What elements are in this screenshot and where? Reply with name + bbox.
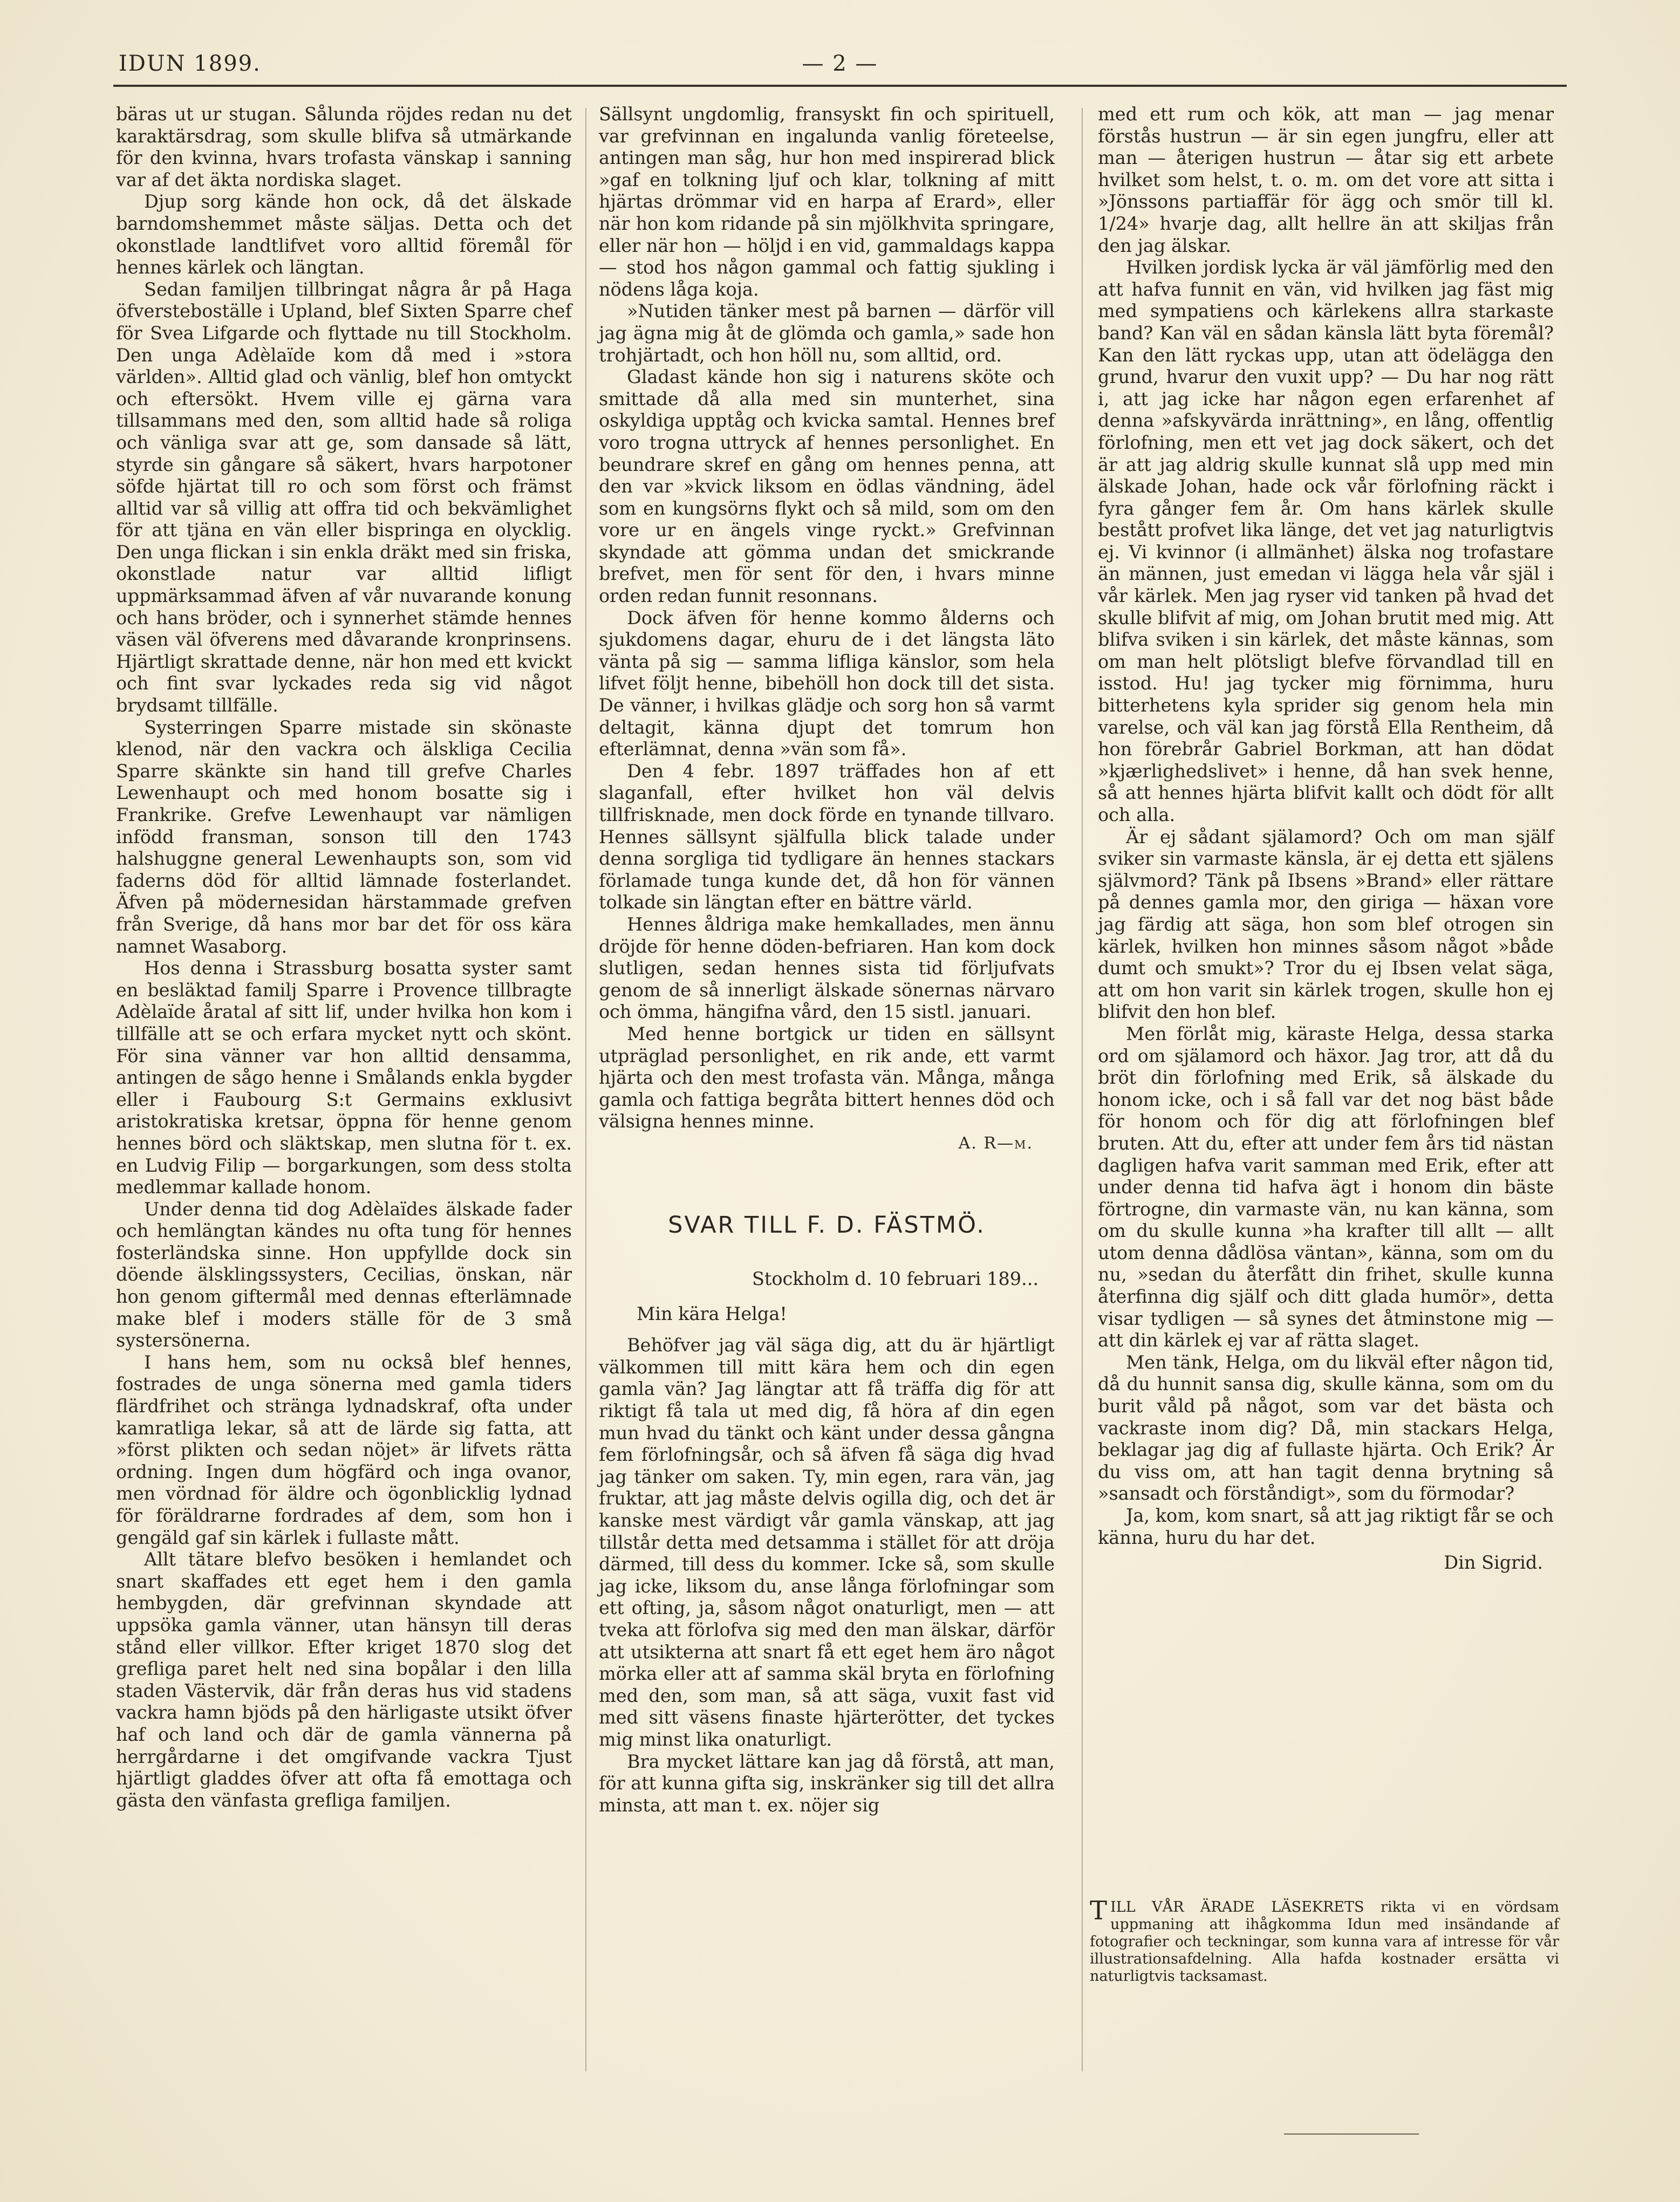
paragraph: Den 4 febr. 1897 träffades hon af ett slaganfall, efter hvilket hon väl delvis tillfrisknade, men dock förde en tynande tillvaro. Hennes sällsynt själfulla blick talade under denna sorgliga tid tydligare än hennes stackars förlamade tunga kunde det, då hon för vännen tolkade sin längtan efter en bättre värld.	[599, 760, 1055, 913]
notice-text: ILL VÅR ÄRADE LÄSEKRETS rikta vi en vördsam uppmaning att ihågkomma Idun med insändande af fotografier och teckningar, som kunna vara af intresse för vår illustrationsafdelning. Alla hafda kostnader ersätta vi naturligtvis tacksamast.	[1090, 1899, 1559, 1985]
column-divider	[1082, 108, 1083, 2071]
paragraph: Sällsynt ungdomlig, fransyskt fin och spirituell, var grefvinnan en ingalunda vanlig företeelse, antingen man såg, hur hon med inspirerad blick »gaf en tolkning ljuf och klar, tolkning af mitt hjärtas drömmar vid en harpa af Erard», eller när hon kom ridande på sin mjölkhvita springare, eller när hon — höljd i en vid, gammaldags kappa — stod hos någon gammal och fattig sjukling i nödens låga koja.	[599, 104, 1055, 300]
paragraph: Ja, kom, kom snart, så att jag riktigt får se och känna, huru du har det.	[1098, 1505, 1554, 1548]
paragraph: Hvilken jordisk lycka är väl jämförlig med den att hafva funnit en vän, vid hvilken jag fäst mig med sympatiens och kärlekens allra starkaste band? Kan väl en sådan känsla lätt byta föremål? Kan den lätt ryckas upp, utan att ödelägga den grund, hvarur den vuxit upp? — Du har nog rätt i, att jag icke har någon egen erfarenhet af denna »afskyvärda inrättning», en lång, offentlig förlofning, men ett vet jag dock säkert, och det är att jag aldrig skulle kunnat slå upp med min älskade Johan, hade ock vår förlofning räckt i fyra gånger fem år. Om hans kärlek skulle bestått profvet lika länge, det vet jag naturligtvis ej. Vi kvinnor (i allmänhet) älska nog trofastare än männen, just emedan vi lägga hela vår själ i vår kärlek. Men jag ryser vid tanken på hvad det skulle blifvit af mig, om Johan brutit med mig. Att blifva sviken i sin kärlek, det måste kännas, som om man helt plötsligt blefve förvandlad till en isstod. Hu! jag tycker mig förnimma, huru bitterhetens kyla sprider sig genom hela min varelse, och väl kan jag förstå Ella Rentheim, då hon förebrår Gabriel Borkman, att han dödat »kjærlighedslivet» i henne, då han svek henne, så att hennes hjärta blifvit kallt och dödt för allt och alla.	[1098, 257, 1554, 825]
paragraph: Systerringen Sparre mistade sin skönaste klenod, när den vackra och älskliga Cecilia Sparre skänkte sin hand till grefve Charles Lewenhaupt och med honom bosatte sig i Frankrike. Grefve Lewenhaupt var nämligen infödd fransman, sonson till den 1743 halshuggne general Lewenhaupts son, som vid faderns död för alltid lämnade fosterlandet. Äfven på mödernesidan härstammade grefven från Sverige, då hans mor bar det för oss kära namnet Wasaborg.	[116, 716, 572, 957]
paragraph: bäras ut ur stugan. Sålunda röjdes redan nu det karaktärsdrag, som skulle blifva så utmärkande för den kvinna, hvars trofasta vänskap i sanning var af det äkta nordiska slaget.	[116, 104, 572, 190]
column-2	[599, 104, 1055, 1816]
paragraph: Bra mycket lättare kan jag då förstå, att man, för att kunna gifta sig, inskränker sig till det allra minsta, att man t. ex. nöjer sig	[599, 1750, 1055, 1816]
letter-dateline: Stockholm d. 10 februari 189...	[752, 1268, 1039, 1290]
readers-notice	[1090, 1896, 1559, 1985]
letter-salutation: Min kära Helga!	[637, 1303, 787, 1324]
column-1	[116, 104, 572, 1811]
paragraph: Men tänk, Helga, om du likväl efter någon tid, då du hunnit sansa dig, skulle känna, som om du burit våld på något, som var det bästa och vackraste inom dig? Då, min stackars Helga, beklagar jag dig af fullaste hjärta. Och Erik? Är du viss om, att han tagit denna brytning så »sansadt och förståndigt», som du förmodar?	[1098, 1351, 1554, 1505]
letter-title: SVAR TILL F. D. FÄSTMÖ.	[668, 1211, 986, 1239]
paragraph: »Nutiden tänker mest på barnen — därför vill jag ägna mig åt de glömda och gamla,» sade hon trohjärtadt, och hon höll nu, som alltid, ord.	[599, 300, 1055, 366]
author-signature: A. R—m.	[958, 1133, 1033, 1153]
paragraph: Under denna tid dog Adèlaïdes älskade fader och hemlängtan kändes nu ofta tung för hennes fosterländska sinne. Hon uppfyllde dock sin döende älsklingssysters, Cecilias, önskan, när hon genom giftermål med dennas efterlämnade make blef i moders ställe för de 3 små systersönerna.	[116, 1198, 572, 1351]
drop-initial: T	[1090, 1896, 1108, 1926]
paragraph: Hennes åldriga make hemkallades, men ännu dröjde för henne döden-befriaren. Han kom dock slutligen, sedan hennes sista tid förljufvats genom de så innerligt älskade sönernas närvaro och ömma, hängifna vård, den 15 sistl. januari.	[599, 913, 1055, 1023]
paragraph: Djup sorg kände hon ock, då det älskade barndomshemmet måste säljas. Detta och det okonstlade landtlifvet voro alltid föremål för hennes kärlek och längtan.	[116, 191, 572, 278]
column-divider	[585, 108, 586, 2071]
publication-title: IDUN 1899.	[119, 51, 261, 76]
paragraph: Dock äfven för henne kommo ålderns och sjukdomens dagar, ehuru de i det längsta läto vänta på sig — samma lifliga känslor, som hela lifvet följt henne, bibehöll hon dock till det sista. De vänner, i hvilkas glädje och sorg hon så varmt deltagit, känna djupt det tomrum hon efterlämnat, denna »vän som få».	[599, 607, 1055, 760]
page-header	[113, 51, 1567, 84]
paragraph: Är ej sådant själamord? Och om man själf sviker sin varmaste känsla, är ej detta ett själens självmord? Tänk på Ibsens »Brand» eller rättare på dennes gamla mor, den giriga — häxan vore jag färdig att säga, hon som blef otrogen sin kärlek, hvilken hon minnes såsom något »både dumt och smukt»? Tror du ej Ibsen velat säga, att om hon varit sin kärlek trogen, skulle hon ej blifvit den hon blef.	[1098, 826, 1554, 1023]
paragraph: Med henne bortgick ur tiden en sällsynt utpräglad personlighet, en rik ande, ett varmt hjärta och den mest trofasta vän. Många, många gamla och fattiga begråta bittert hennes död och välsigna hennes minne.	[599, 1023, 1055, 1132]
header-rule	[113, 85, 1567, 87]
paragraph: Gladast kände hon sig i naturens sköte och smittade då alla med sin munterhet, sina oskyldiga upptåg och kvicka samtal. Hennes bref voro trogna uttryck af hennes personlighet. En beundrare skref en gång om hennes penna, att den var »kvick liksom en ödlas vändning, ädel som en kungsörns flykt och så mild, som om den vore ur en ängels vinge ryckt.» Grefvinnan skyndade att gömma undan det smickrande brefvet, men för sent för den, i hvars minne orden redan funnit resonnans.	[599, 366, 1055, 607]
paragraph: Behöfver jag väl säga dig, att du är hjärtligt välkommen till mitt kära hem och din egen gamla vän? Jag längtar att få träffa dig för att riktigt få tala ut med dig, få höra af din egen mun hvad du tänkt och känt under dessa gångna fem förlofningsår, och så äfven få säga dig hvad jag tänker om saken. Ty, min egen, rara vän, jag fruktar, att jag måste delvis ogilla dig, och det är kanske mest värdigt vår gamla vänskap, att jag tillstår detta med detsamma i stället för att dröja därmed, till dess du kommer. Icke så, som skulle jag icke, liksom du, anse långa förlofningar som ett ofting, ja, såsom något onaturligt, men — att tveka att förlofva sig med den man älskar, därför att utsikterna att snart få ett eget hem äro något mörka eller att af samma skäl bryta en förlofning med den, som man, så att säga, vuxit fast vid med sitt väsens finaste hjärterötter, det tyckes mig minst lika onaturligt.	[599, 1335, 1055, 1750]
paragraph: Sedan familjen tillbringat några år på Haga öfversteboställe i Upland, blef Sixten Sparre chef för Svea Lifgarde och flyttade nu till Stockholm. Den unga Adèlaïde kom då med i »stora världen». Alltid glad och vänlig, blef hon omtyckt och eftersökt. Hvem ville ej gärna vara tillsammans med den, som alltid hade så roliga och vänliga svar att ge, som dansade så lätt, styrde sin gångare så säkert, hvars harpotoner söfde hjärtat till ro och som först och främst alltid var så villig att offra tid och bekvämlighet för att tjäna en vän eller bispringa en olycklig. Den unga flickan i sin enkla dräkt med sin friska, okonstlade natur var alltid lifligt uppmärksammad äfven af vår nuvarande konung och hans bröder, och i synnerhet stämde hennes väsen väl öfverens med dåvarande kronprinsens. Hjärtligt skrattade denne, när hon med ett kvickt och fint svar lyckades reda sig vid något brydsamt tillfälle.	[116, 278, 572, 716]
closing-rule	[1284, 2133, 1419, 2135]
paragraph: Allt tätare blefvo besöken i hemlandet och snart skaffades ett eget hem i den gamla hembygden, där grefvinnan skyndade att uppsöka gamla vänner, utan hänsyn till deras stånd eller villkor. Efter kriget 1870 slog det grefliga paret helt ned sina bopålar i den lilla staden Västervik, där från deras hus vid stadens vackra hamn bjöds på den härligaste utsikt öfver haf och land och där de gamla vännerna på herrgårdarne i det omgifvande vackra Tjust hjärtligt gladdes öfver att ofta få emottaga och gästa den vänfasta grefliga familjen.	[116, 1549, 572, 1811]
page-number: — 2 —	[802, 51, 878, 76]
column-3	[1098, 104, 1554, 1574]
letter-signature: Din Sigrid.	[1444, 1552, 1543, 1574]
paragraph: Men förlåt mig, käraste Helga, dessa starka ord om själamord och häxor. Jag tror, att då du bröt din förlofning med Erik, så älskade du honom icke, och i så fall var det nog bäst både för honom och för dig att förlofningen blef bruten. Att du, efter att under fem års tid nästan dagligen hafva varit samman med Erik, efter att under denna tid hafva ägt i honom din bäste förtrogne, din varmaste vän, nu kan känna, som om du skulle kunna »ha krafter till allt — allt utom denna dådlösa väntan», känna, som om du nu, »sedan du återfått din frihet, skulle kunna återfinna dig själf och ditt glada humör», detta visar tydligen — så synes det åtminstone mig — att din kärlek ej var af rätta slaget.	[1098, 1023, 1554, 1351]
paragraph: I hans hem, som nu också blef hennes, fostrades de unga sönerna med gamla tiders flärdfrihet och stränga lydnadskraf, ofta under kamratliga lekar, så att de lärde sig fatta, att »först plikten och sedan nöjet» är lifvets rätta ordning. Ingen dum högfärd och inga ovanor, men vördnad för äldre och ögonblicklig lydnad för föräldrarne fordrades af dem, som hon i gengäld gaf sin kärlek i fullaste mått.	[116, 1351, 572, 1548]
paragraph: Hos denna i Strassburg bosatta syster samt en besläktad familj Sparre i Provence tillbragte Adèlaïde åratal af sitt lif, under hvilka hon kom i tillfälle att se och erfara mycket nytt och skönt. För sina vänner var hon alltid densamma, antingen de sågo henne i Smålands enkla bygder eller i Faubourg S:t Germains exklusivt aristokratiska kretsar, öppna för henne genom hennes börd och släktskap, men slutna för t. ex. en Ludvig Filip — borgarkungen, som dess stolta medlemmar kallade honom.	[116, 958, 572, 1198]
paragraph: med ett rum och kök, att man — jag menar förstås hustrun — är sin egen jungfru, eller att man — återigen hustrun — åtar sig ett arbete hvilket som helst, t. o. m. om det vore att sitta i »Jönssons partiaffär för ägg och smör till kl. 1/24» hvarje dag, allt hellre än att skiljas från den jag älskar.	[1098, 104, 1554, 256]
